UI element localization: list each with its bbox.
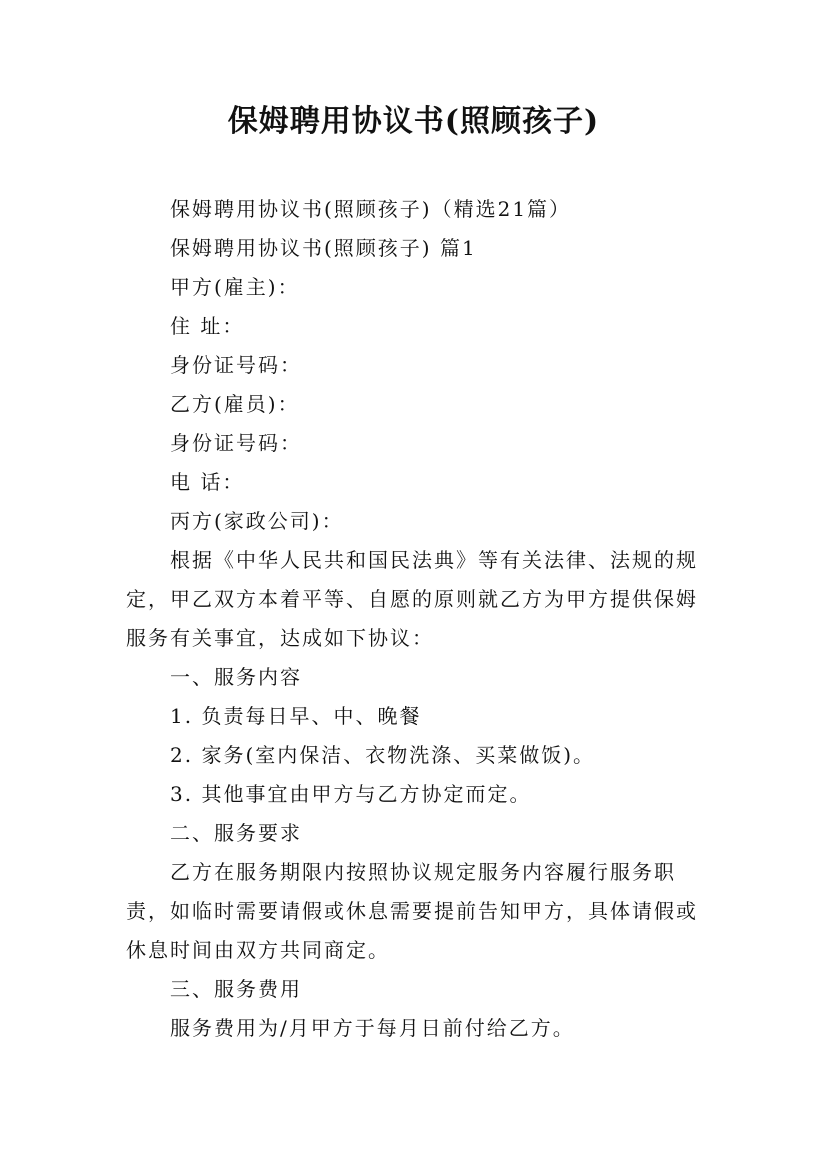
section-heading: 一、服务内容 [170,665,302,689]
paragraph: 乙方在服务期限内按照协议规定服务内容履行服务职责，如临时需要请假或休息需要提前告知甲方，具体请假或休息时间由双方共同商定。 [126,860,698,962]
paragraph: 根据《中华人民共和国民法典》等有关法律、法规的规定，甲乙双方本着平等、自愿的原则就乙方为甲方提供保姆服务有关事宜，达成如下协议： [126,548,698,650]
paragraph: 电 话： [170,470,245,494]
paragraph: 服务费用为/月甲方于每月日前付给乙方。 [170,1016,575,1040]
document-title: 保姆聘用协议书(照顾孩子) [227,104,600,139]
section-heading: 二、服务要求 [170,821,302,845]
section-heading: 三、服务费用 [170,977,302,1001]
paragraph: 乙方(雇员)： [170,392,300,416]
list-item: 1. 负责每日早、中、晚餐 [170,704,422,728]
document-body [126,190,706,1048]
list-item: 3. 其他事宜由甲方与乙方协定而定。 [170,782,532,806]
paragraph: 身份证号码： [170,431,302,455]
list-item: 2. 家务(室内保洁、衣物洗涤、买菜做饭)。 [170,743,596,767]
paragraph: 保姆聘用协议书(照顾孩子)（精选21篇） [170,197,572,221]
paragraph: 保姆聘用协议书(照顾孩子) 篇1 [170,236,477,260]
paragraph: 住 址： [170,314,245,338]
paragraph: 丙方(家政公司)： [170,509,344,533]
paragraph: 甲方(雇主)： [170,275,300,299]
paragraph: 身份证号码： [170,353,302,377]
